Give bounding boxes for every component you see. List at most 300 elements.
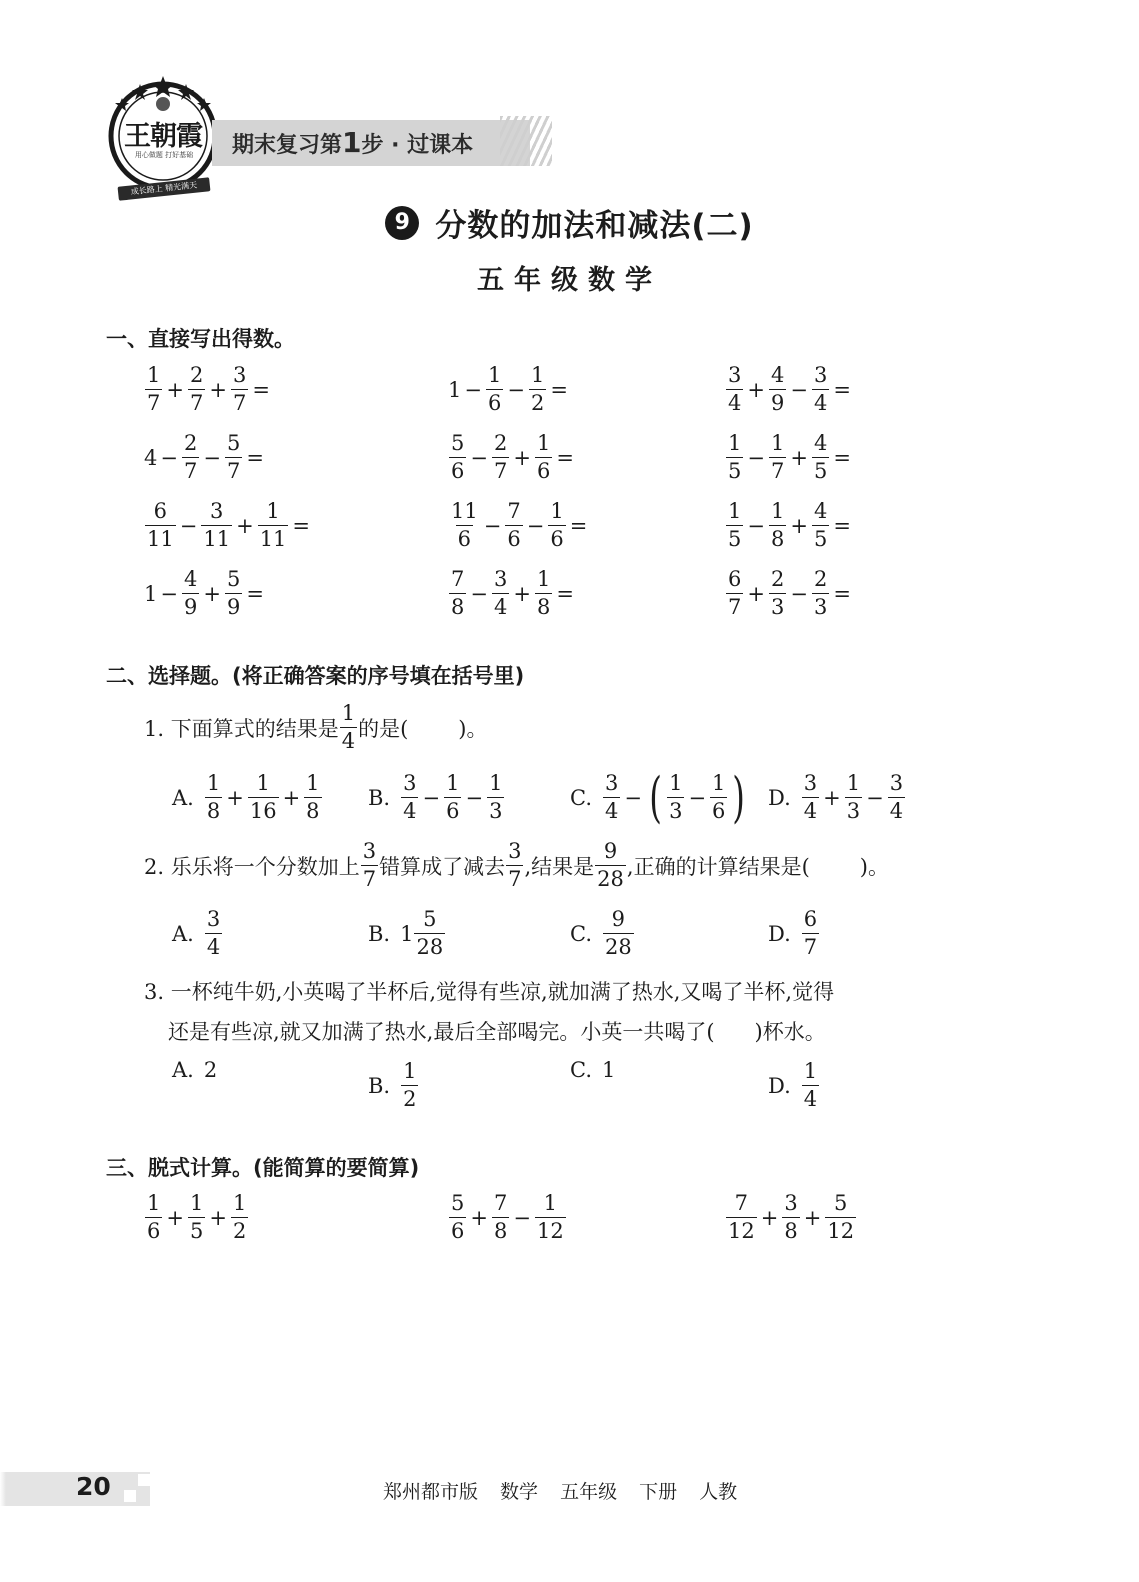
- fraction: [231, 1190, 248, 1245]
- numerator: 1: [536, 431, 551, 455]
- operator: +: [282, 785, 301, 810]
- denominator: 4: [493, 595, 508, 619]
- fraction: [845, 770, 862, 825]
- operator: −: [160, 445, 178, 470]
- fraction: [726, 362, 743, 417]
- option-d[interactable]: [768, 1058, 820, 1113]
- fraction: [231, 362, 248, 417]
- fraction: [769, 430, 786, 485]
- numerator: 2: [770, 567, 785, 591]
- numerator: 2: [813, 567, 828, 591]
- fraction: [182, 430, 199, 485]
- fraction: [888, 770, 905, 825]
- fraction: [726, 430, 743, 485]
- fraction: [248, 770, 279, 825]
- fraction: [769, 362, 786, 417]
- fraction: [726, 1190, 757, 1245]
- fraction: [529, 362, 546, 417]
- numerator: 3: [403, 771, 417, 795]
- operator: −: [422, 785, 441, 810]
- footer-decor-square: [124, 1474, 136, 1486]
- denominator: 7: [226, 459, 241, 483]
- numerator: 1: [147, 1191, 161, 1215]
- math-expression: [801, 770, 906, 825]
- numerator: 3: [605, 771, 619, 795]
- operator: −: [470, 581, 488, 606]
- fraction: [487, 770, 504, 825]
- footer-decor-square: [138, 1474, 150, 1486]
- parenthesis: (: [649, 765, 662, 829]
- operator: +: [236, 513, 254, 538]
- numerator: 3: [784, 1191, 798, 1215]
- fraction: [225, 566, 242, 621]
- numerator: 1: [403, 1059, 417, 1083]
- operator: −: [160, 581, 178, 606]
- fraction: [188, 1190, 205, 1245]
- fraction: [802, 1058, 819, 1113]
- numerator: 1: [206, 771, 221, 795]
- math-expression: [400, 1058, 419, 1113]
- operator: =: [833, 377, 851, 402]
- numerator: 1: [728, 431, 742, 455]
- math-expression: [725, 1190, 857, 1245]
- denominator: 4: [813, 391, 828, 415]
- operator: +: [803, 1205, 822, 1230]
- fraction: [145, 1190, 162, 1245]
- option-label: B.: [368, 921, 391, 946]
- brand-logo-badge: [104, 74, 222, 197]
- fraction: [603, 770, 620, 825]
- option-a[interactable]: [172, 1058, 217, 1082]
- fraction: [225, 430, 242, 485]
- denominator: 4: [605, 799, 619, 823]
- page-subtitle: 五年级数学: [477, 265, 662, 296]
- fraction: [825, 1190, 856, 1245]
- fraction: [710, 770, 727, 825]
- numerator: 5: [834, 1191, 848, 1215]
- operator: −: [464, 377, 482, 402]
- option-label: B.: [368, 785, 391, 810]
- fraction: [205, 770, 222, 825]
- fraction: [726, 566, 743, 621]
- fraction: [205, 906, 222, 961]
- option-label: C.: [570, 785, 592, 810]
- operator: +: [823, 785, 841, 810]
- integer: 1: [400, 921, 414, 946]
- denominator: 6: [147, 1219, 161, 1243]
- section2-heading: 二、选择题。(将正确答案的序号填在括号里): [106, 664, 525, 688]
- operator: −: [483, 513, 502, 538]
- operator: +: [790, 445, 808, 470]
- numerator: 1: [550, 499, 564, 523]
- operator: +: [513, 581, 531, 606]
- math-expression: [725, 430, 854, 485]
- denominator: 7: [232, 391, 247, 415]
- denominator: 8: [306, 799, 320, 823]
- header-banner-text: 期末复习第1步 · 过课本: [232, 126, 474, 159]
- fraction: [505, 498, 522, 553]
- denominator: 12: [827, 1219, 855, 1243]
- denominator: 6: [451, 1219, 465, 1243]
- denominator: 5: [813, 527, 828, 551]
- numerator: 3: [493, 567, 508, 591]
- operator: +: [470, 1205, 488, 1230]
- denominator: 11: [259, 527, 287, 551]
- denominator: 6: [712, 799, 726, 823]
- fraction: [812, 362, 829, 417]
- integer: 4: [144, 445, 158, 470]
- operator: +: [209, 377, 227, 402]
- numerator: 6: [803, 907, 818, 931]
- operator: +: [226, 785, 244, 810]
- numerator: 3: [232, 363, 247, 387]
- fraction: [201, 498, 232, 553]
- operator: +: [166, 377, 184, 402]
- denominator: 7: [147, 391, 161, 415]
- option-label: C.: [570, 1058, 592, 1082]
- fraction: $\frac{9}{28}$: [597, 839, 624, 891]
- denominator: 3: [489, 799, 503, 823]
- numerator: 5: [226, 431, 241, 455]
- denominator: 11: [203, 527, 231, 551]
- numerator: 11: [451, 499, 478, 523]
- numerator: 2: [189, 363, 204, 387]
- integer: 1: [448, 377, 462, 402]
- fraction: [486, 362, 503, 417]
- fraction: [401, 770, 418, 825]
- fraction: [449, 498, 480, 553]
- numerator: 1: [489, 771, 503, 795]
- operator: −: [179, 513, 198, 538]
- numerator: 3: [206, 907, 221, 931]
- option-b[interactable]: [368, 906, 446, 961]
- numerator: 5: [451, 1191, 465, 1215]
- footer-decor-square: [138, 1490, 150, 1502]
- option-label: D.: [768, 921, 791, 946]
- option-c[interactable]: [570, 765, 750, 829]
- math-expression: [725, 498, 854, 553]
- operator: =: [246, 445, 264, 470]
- operator: +: [209, 1205, 227, 1230]
- integer: 1: [144, 581, 158, 606]
- option-a[interactable]: [172, 770, 323, 825]
- option-label: C.: [570, 921, 592, 946]
- math-expression: [448, 1190, 567, 1245]
- numerator: 1: [306, 771, 320, 795]
- numerator: 1: [846, 771, 861, 795]
- fraction: [401, 1058, 418, 1113]
- numerator: 1: [712, 771, 726, 795]
- fraction: [492, 566, 509, 621]
- denominator: 7: [189, 391, 204, 415]
- numerator: 4: [770, 363, 785, 387]
- question-3-line1: 3. 一杯纯牛奶,小英喝了半杯后,觉得有些凉,就加满了热水,又喝了半杯,觉得: [144, 980, 835, 1004]
- numerator: 5: [451, 431, 465, 455]
- fraction: [145, 362, 162, 417]
- integer: 2: [203, 1058, 218, 1082]
- denominator: 6: [457, 527, 472, 551]
- denominator: 4: [206, 935, 221, 959]
- operator: +: [747, 377, 765, 402]
- logo-sub-text: 用心做题 打好基础: [134, 151, 194, 159]
- math-expression: [602, 765, 750, 829]
- option-label: A.: [172, 921, 194, 946]
- denominator: 8: [770, 527, 785, 551]
- denominator: 7: [183, 459, 198, 483]
- numerator: 3: [803, 771, 818, 795]
- math-expression: [144, 430, 267, 485]
- denominator: 11: [147, 527, 174, 551]
- numerator: 6: [153, 499, 168, 523]
- operator: −: [790, 377, 808, 402]
- numerator: 1: [770, 499, 785, 523]
- operator: +: [760, 1205, 779, 1230]
- operator: =: [246, 581, 264, 606]
- math-expression: [448, 566, 577, 621]
- numerator: 1: [530, 363, 545, 387]
- math-expression: [801, 1058, 820, 1113]
- denominator: 8: [493, 1219, 508, 1243]
- math-expression: [725, 362, 854, 417]
- option-b[interactable]: [368, 770, 505, 825]
- numerator: 1: [487, 363, 502, 387]
- operator: +: [166, 1205, 184, 1230]
- denominator: 6: [536, 459, 551, 483]
- operator: −: [465, 785, 484, 810]
- math-expression: [725, 566, 854, 621]
- option-label: A.: [172, 1058, 194, 1082]
- math-expression: [448, 498, 590, 553]
- option-label: B.: [368, 1073, 391, 1098]
- numerator: 5: [226, 567, 241, 591]
- denominator: 7: [770, 459, 785, 483]
- math-expression: [400, 906, 446, 961]
- numerator: 1: [189, 1191, 204, 1215]
- operator: −: [507, 377, 525, 402]
- fraction: [535, 430, 552, 485]
- question-3-line2: 还是有些凉,就又加满了热水,最后全部喝完。小英一共喝了( )杯水。: [168, 1020, 826, 1044]
- denominator: 3: [770, 595, 785, 619]
- fraction: [812, 430, 829, 485]
- operator: =: [556, 581, 574, 606]
- math-expression: [204, 906, 223, 961]
- operator: +: [747, 581, 765, 606]
- option-d[interactable]: [768, 906, 820, 961]
- denominator: 6: [550, 527, 564, 551]
- fraction: [449, 1190, 466, 1245]
- fraction: $\frac{3}{7}$: [508, 839, 522, 891]
- fraction: [182, 566, 199, 621]
- numerator: 1: [256, 771, 270, 795]
- math-expression: [448, 430, 577, 485]
- denominator: 9: [183, 595, 198, 619]
- fraction: [449, 430, 466, 485]
- denominator: 4: [889, 799, 904, 823]
- parenthesis: ): [732, 765, 746, 829]
- operator: −: [203, 445, 221, 470]
- math-expression: [602, 906, 635, 961]
- question-2-stem: 2. 乐乐将一个分数加上 $\frac{3}{7}$ 错算成了减去 $\frac{3}{7}$ ,结果是 $\frac{9}{28}$ ,正确的计算结果是( )。: [144, 839, 889, 891]
- math-expression: [448, 362, 571, 417]
- operator: −: [688, 785, 707, 810]
- math-expression: [144, 566, 267, 621]
- operator: −: [747, 445, 765, 470]
- fraction: [414, 906, 445, 961]
- denominator: 5: [189, 1219, 204, 1243]
- numerator: 3: [210, 499, 224, 523]
- fraction: [145, 498, 176, 553]
- operator: =: [550, 377, 568, 402]
- denominator: 4: [803, 799, 818, 823]
- option-c[interactable]: [570, 1058, 615, 1082]
- option-d[interactable]: [768, 770, 906, 825]
- operator: −: [624, 785, 642, 810]
- denominator: 8: [206, 799, 221, 823]
- fraction: [188, 362, 205, 417]
- integer: 1: [602, 1058, 616, 1082]
- footer-decor-square: [124, 1490, 136, 1502]
- denominator: 28: [416, 935, 444, 959]
- operator: =: [569, 513, 588, 538]
- numerator: 7: [507, 499, 521, 523]
- fraction: [769, 498, 786, 553]
- numerator: 4: [813, 431, 828, 455]
- fraction: $\frac{1}{4}$: [341, 701, 356, 753]
- math-expression: [144, 362, 273, 417]
- option-label: D.: [768, 1073, 791, 1098]
- math-expression: [144, 1190, 249, 1245]
- denominator: 3: [813, 595, 828, 619]
- operator: +: [203, 581, 221, 606]
- numerator: 1: [803, 1059, 818, 1083]
- operator: =: [292, 513, 311, 538]
- denominator: 2: [232, 1219, 247, 1243]
- numerator: 1: [266, 499, 280, 523]
- fraction: [535, 1190, 566, 1245]
- numerator: 3: [728, 363, 742, 387]
- operator: −: [470, 445, 488, 470]
- option-b[interactable]: [368, 1058, 419, 1113]
- denominator: 6: [507, 527, 521, 551]
- denominator: 4: [728, 391, 742, 415]
- operator: =: [556, 445, 574, 470]
- denominator: 3: [846, 799, 861, 823]
- fraction: [769, 566, 786, 621]
- banner-stripes: [500, 116, 552, 166]
- numerator: 9: [611, 907, 626, 931]
- operator: −: [747, 513, 765, 538]
- numerator: 2: [183, 431, 198, 455]
- numerator: 1: [232, 1191, 247, 1215]
- denominator: 8: [451, 595, 465, 619]
- numerator: 3: [889, 771, 904, 795]
- denominator: 3: [669, 799, 683, 823]
- fraction: [782, 1190, 799, 1245]
- denominator: 7: [493, 459, 508, 483]
- denominator: 9: [226, 595, 241, 619]
- fraction: [812, 566, 829, 621]
- operator: =: [252, 377, 270, 402]
- page-number: 20: [76, 1472, 111, 1501]
- numerator: 3: [813, 363, 828, 387]
- denominator: 4: [803, 1087, 818, 1111]
- denominator: 9: [770, 391, 785, 415]
- math-expression: [602, 1058, 615, 1082]
- denominator: 8: [536, 595, 551, 619]
- option-c[interactable]: [570, 906, 635, 961]
- numerator: 6: [728, 567, 742, 591]
- option-a[interactable]: [172, 906, 223, 961]
- denominator: 6: [446, 799, 460, 823]
- numerator: 4: [813, 499, 828, 523]
- denominator: 5: [728, 459, 742, 483]
- logo-brand-text: 王朝霞: [124, 121, 202, 152]
- fraction: [444, 770, 461, 825]
- math-expression: [400, 770, 505, 825]
- operator: −: [526, 513, 545, 538]
- numerator: 4: [183, 567, 198, 591]
- numerator: 2: [493, 431, 508, 455]
- question-1-stem: 1. 下面算式的结果是 $\frac{1}{4}$ 的是( )。: [144, 701, 488, 753]
- fraction: [492, 430, 509, 485]
- operator: −: [513, 1205, 531, 1230]
- page-title: [0, 200, 1139, 245]
- fraction: [258, 498, 289, 553]
- fraction: [535, 566, 552, 621]
- denominator: 6: [487, 391, 502, 415]
- denominator: 5: [728, 527, 742, 551]
- numerator: 1: [536, 567, 551, 591]
- denominator: 12: [536, 1219, 564, 1243]
- operator: −: [790, 581, 808, 606]
- operator: =: [833, 513, 851, 538]
- fraction: [304, 770, 321, 825]
- numerator: 1: [543, 1191, 558, 1215]
- operator: =: [833, 581, 851, 606]
- section3-heading: 三、脱式计算。(能简算的要简算): [106, 1156, 420, 1180]
- fraction: [449, 566, 466, 621]
- denominator: 8: [784, 1219, 798, 1243]
- operator: +: [513, 445, 531, 470]
- numerator: 1: [770, 431, 785, 455]
- numerator: 7: [493, 1191, 508, 1215]
- section1-heading: 一、直接写出得数。: [106, 327, 295, 351]
- denominator: 4: [403, 799, 417, 823]
- numerator: 7: [734, 1191, 749, 1215]
- fraction: [667, 770, 684, 825]
- title-text: 分数的加法和减法(二): [435, 208, 754, 244]
- denominator: 6: [451, 459, 465, 483]
- fraction: [548, 498, 565, 553]
- denominator: 7: [728, 595, 742, 619]
- numerator: 1: [147, 363, 161, 387]
- denominator: 2: [403, 1087, 417, 1111]
- denominator: 7: [803, 935, 818, 959]
- option-label: A.: [172, 785, 194, 810]
- numerator: 1: [728, 499, 742, 523]
- denominator: 2: [530, 391, 545, 415]
- math-expression: [204, 1058, 217, 1082]
- numerator: 1: [446, 771, 460, 795]
- fraction: [492, 1190, 509, 1245]
- numerator: 1: [669, 771, 683, 795]
- fraction: [812, 498, 829, 553]
- denominator: 28: [605, 935, 632, 959]
- lesson-number-badge: 9: [385, 206, 419, 240]
- numerator: 7: [451, 567, 465, 591]
- fraction: [603, 906, 634, 961]
- logo-slogan: 成长路上 精光满天: [118, 177, 211, 201]
